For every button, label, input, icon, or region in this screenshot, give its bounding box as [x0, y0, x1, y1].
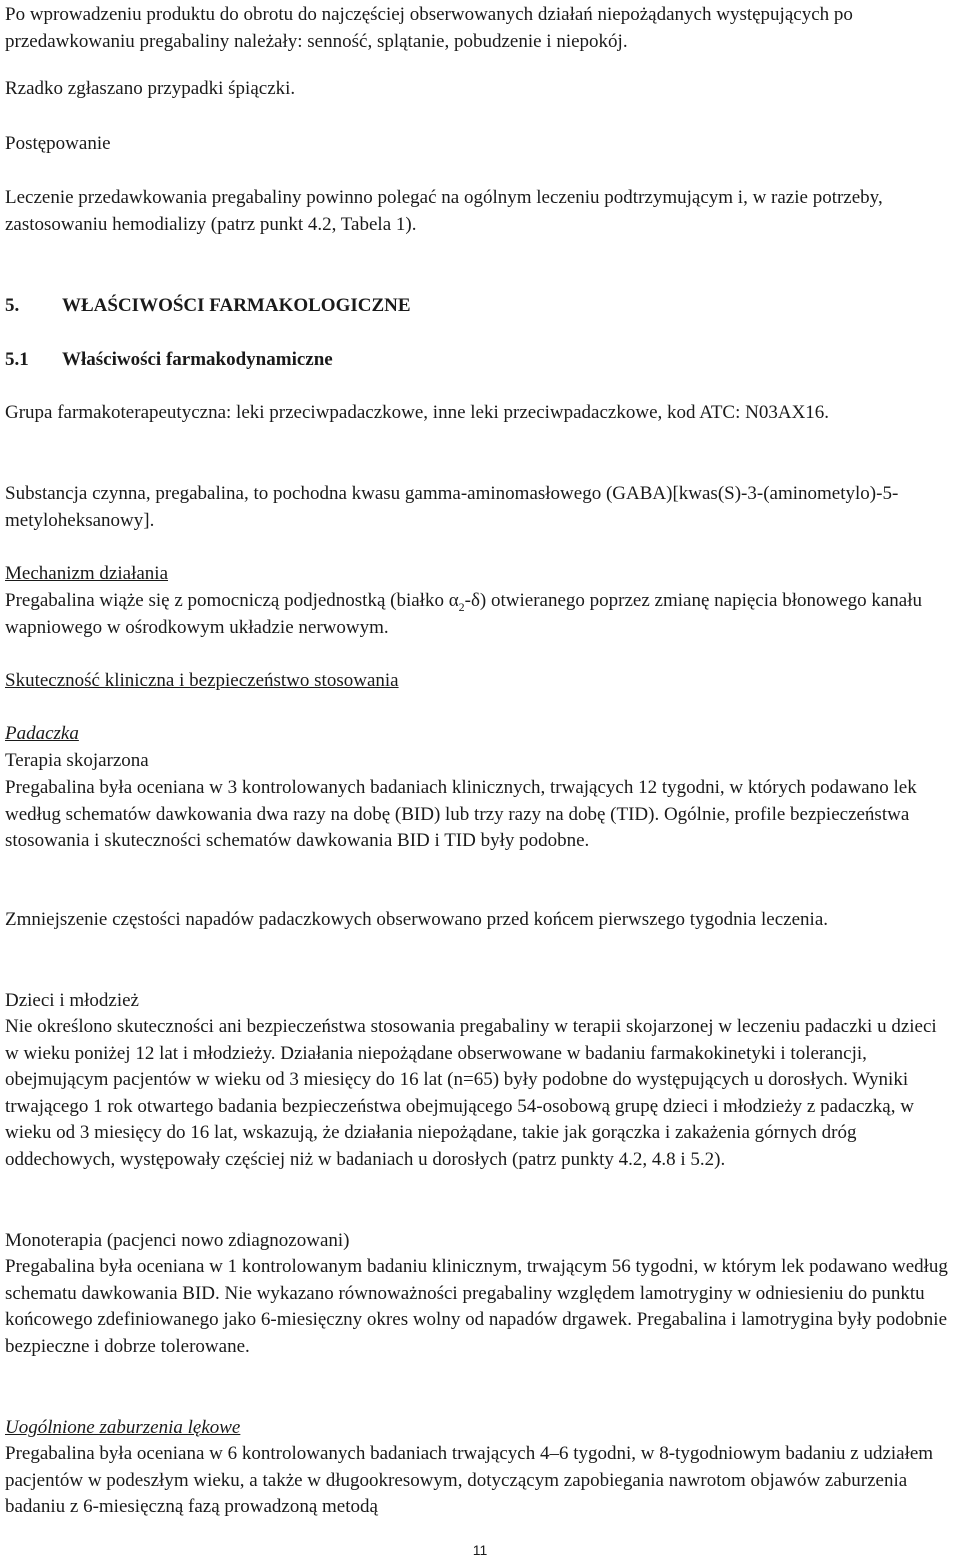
monotherapy-paragraph: Pregabalina była oceniana w 1 kontrolowanym badaniu klinicznym, trwającym 56 tygodni, w którym lek podawano według schematu dawkowania BID. Nie wykazano równoważności pregabaliny względem lamotryginy w odniesieniu do punktu końcowego zdefiniowanego jako 6-miesięczny okres wolny od napadów drgawek. Pregabalina i lamotrygina były podobnie bezpieczne i dobrze tolerowane.: [5, 1256, 948, 1357]
section-5-heading: [5, 293, 955, 319]
mechanism-paragraph: [5, 588, 955, 641]
section-5-title: WŁAŚCIWOŚCI FARMAKOLOGICZNE: [62, 295, 411, 316]
management-paragraph: Leczenie przedawkowania pregabaliny powinno polegać na ogólnym leczeniu podtrzymującym i, w razie potrzeby, zastosowaniu hemodializy (patrz punkt 4.2, Tabela 1).: [5, 187, 883, 235]
seizure-reduction-paragraph: Zmniejszenie częstości napadów padaczkowych obserwowano przed końcem pierwszego tygodnia leczenia.: [5, 909, 829, 930]
section-5-1-heading: [5, 347, 955, 373]
section-5-1-number: 5.1: [5, 349, 29, 370]
coma-paragraph: Rzadko zgłaszano przypadki śpiączki.: [5, 78, 296, 99]
combination-therapy-paragraph: Pregabalina była oceniana w 3 kontrolowanych badaniach klinicznych, trwających 12 tygodni, w których podawano lek według schematów dawkowania dwa razy na dobę (BID) lub trzy razy na dobę (TID). Ogólnie, profile bezpieczeństwa stosowania i skuteczności schematów dawkowania BID i TID były podobne.: [5, 777, 917, 852]
section-5-number: 5.: [5, 295, 20, 316]
adverse-effects-paragraph: Po wprowadzeniu produktu do obrotu do najczęściej obserwowanych działań niepożądanych występujących po przedawkowaniu pregabaliny należały: senność, splątanie, pobudzenie i niepokój.: [5, 4, 853, 52]
combination-therapy-heading: Terapia skojarzona: [5, 750, 149, 771]
gad-heading: Uogólnione zaburzenia lękowe: [5, 1417, 241, 1438]
monotherapy-heading: Monoterapia (pacjenci nowo zdiagnozowani): [5, 1230, 350, 1251]
children-paragraph: Nie określono skuteczności ani bezpieczeństwa stosowania pregabaliny w terapii skojarzonej w leczeniu padaczki u dzieci w wieku poniżej 12 lat i młodzieży. Działania niepożądane obserwowane w badaniu farmakokinetyki i tolerancji, obejmującym pacjentów w wieku od 3 miesięcy do 16 lat (n=65) były podobne do występujących u dorosłych. Wyniki trwającego 1 rok otwartego badania bezpieczeństwa obejmującego 54-osobową grupę dzieci i młodzieży z padaczką, w wieku od 3 miesięcy do 16 lat, wskazują, że działania niepożądane, takie jak gorączka i zakażenia górnych dróg oddechowych, występowały częściej niż w badaniach u dorosłych (patrz punkty 4.2, 4.8 i 5.2).: [5, 1016, 937, 1170]
children-heading: Dzieci i młodzież: [5, 990, 139, 1011]
gad-paragraph: Pregabalina była oceniana w 6 kontrolowanych badaniach trwających 4–6 tygodni, w 8-tygodniowym badaniu z udziałem pacjentów w podeszłym wieku, a także w długookresowym, dotyczącym zapobiegania nawrotom objawów zaburzenia badaniu z 6-miesięczną fazą prowadzoną metodą: [5, 1443, 934, 1518]
page-number: 11: [472, 1542, 488, 1558]
active-substance-paragraph: Substancja czynna, pregabalina, to pochodna kwasu gamma-aminomasłowego (GABA)[kwas(S)-3-(aminometylo)-5-metyloheksanowy].: [5, 483, 899, 531]
pharmacotherapeutic-group-paragraph: Grupa farmakoterapeutyczna: leki przeciwpadaczkowe, inne leki przeciwpadaczkowe, kod ATC: N03AX16.: [5, 402, 830, 423]
alpha-subscript: 2: [458, 599, 465, 614]
epilepsy-heading: Padaczka: [5, 723, 79, 744]
mechanism-heading: Mechanizm działania: [5, 563, 169, 584]
management-heading: Postępowanie: [5, 133, 111, 154]
section-5-1-title: Właściwości farmakodynamiczne: [62, 349, 333, 370]
efficacy-heading: Skuteczność kliniczna i bezpieczeństwo stosowania: [5, 670, 399, 691]
mechanism-text-start: Pregabalina wiąże się z pomocniczą podjednostką (białko α: [5, 590, 459, 611]
mechanism-text-end: -δ) otwieranego poprzez zmianę napięcia błonowego kanału wapniowego w ośrodkowym układzie nerwowym.: [5, 590, 923, 638]
